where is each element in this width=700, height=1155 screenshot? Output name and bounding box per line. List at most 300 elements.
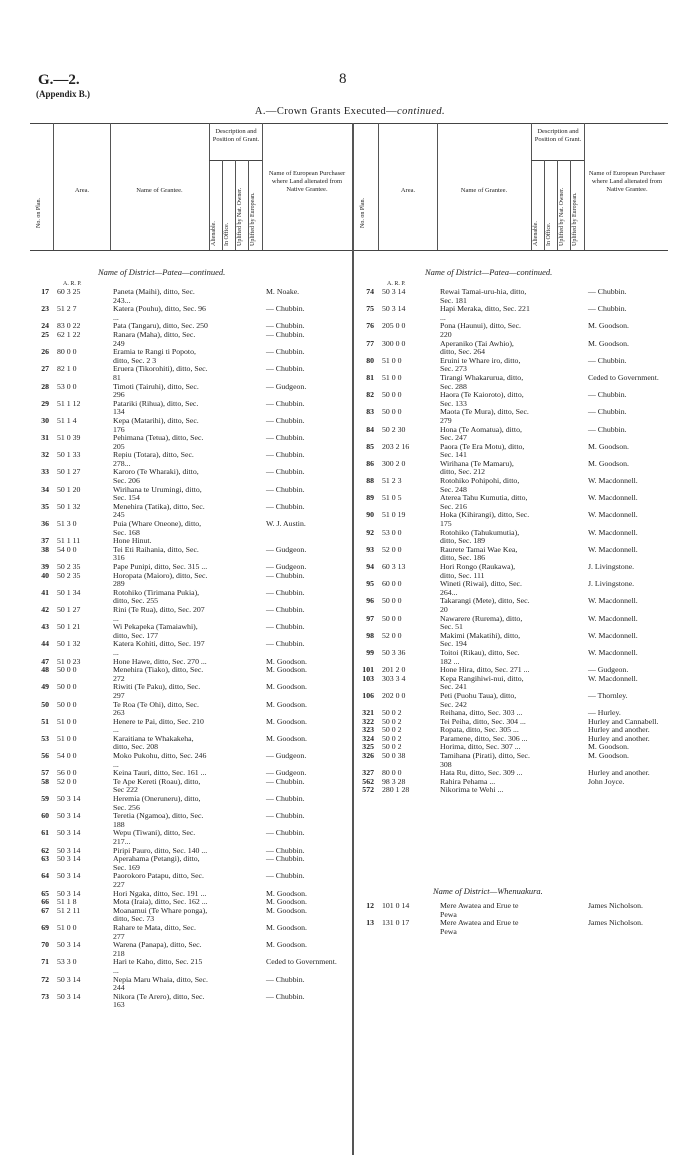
description-cell — [531, 460, 584, 477]
description-cell — [209, 993, 262, 1010]
purchaser-cell: — Gudgeon. — [588, 666, 629, 675]
area-cell: 203 2 16 — [382, 442, 410, 451]
series-label: G.—2. — [38, 72, 80, 88]
plan-number-cell: 74 — [366, 288, 374, 296]
purchaser-cell: W. J. Austin. — [266, 520, 306, 529]
purchaser-cell: M. Goodson. — [266, 923, 307, 932]
grantee-cell: Rahare te Mata, ditto, Sec. 277 — [113, 923, 196, 941]
table-row — [30, 468, 352, 485]
description-cell — [209, 322, 262, 331]
plan-number-cell: 50 — [41, 700, 49, 709]
plan-number-cell: 31 — [41, 434, 49, 443]
purchaser-cell: W. Macdonnell. — [588, 494, 638, 503]
appendix-label: (Appendix B.) — [36, 89, 91, 99]
left-grants-table — [30, 288, 352, 1010]
area-cell: 50 3 14 — [57, 855, 81, 864]
grantee-cell: Paorokoro Patapu, ditto, Sec. 227 — [113, 872, 204, 889]
table-row — [30, 941, 352, 958]
grantee-cell: Wineti (Riwai), ditto, Sec. 264... — [440, 580, 522, 597]
description-cell — [531, 391, 584, 408]
area-cell: 50 1 34 — [57, 588, 81, 597]
right-arp-label: A. R. P. — [387, 281, 406, 287]
col-alienable-header: Alienable. — [211, 221, 217, 246]
area-cell: 51 0 19 — [382, 511, 406, 520]
purchaser-cell: — Chubbin. — [266, 992, 305, 1001]
plan-number-cell: 97 — [366, 614, 374, 623]
grantee-cell: Wepu (Tiwani), ditto, Sec. 217... — [113, 829, 196, 846]
purchaser-cell: Hurley and another. — [588, 734, 650, 743]
plan-number-cell: 58 — [41, 777, 49, 786]
description-cell — [531, 709, 584, 718]
plan-number-cell: 39 — [41, 563, 49, 571]
area-cell: 51 3 0 — [57, 520, 77, 529]
description-cell — [531, 374, 584, 391]
grantee-cell: Reihana, ditto, Sec. 303 ... — [440, 709, 523, 718]
area-cell: 50 0 0 — [382, 597, 402, 606]
purchaser-cell: Hurley and another. — [588, 769, 650, 778]
purchaser-cell: James Nicholson. — [588, 919, 644, 928]
area-cell: 51 1 12 — [57, 399, 81, 408]
description-cell — [209, 666, 262, 683]
grantee-cell: Rahira Pehama ... — [440, 777, 496, 786]
description-cell — [531, 615, 584, 632]
table-row — [354, 709, 668, 718]
description-cell — [531, 778, 584, 787]
plan-number-cell: 572 — [362, 786, 374, 795]
table-row — [30, 365, 352, 382]
left-table-body — [30, 288, 352, 1010]
grantee-cell: Puia (Whare Oneone), ditto, Sec. 168 — [113, 520, 202, 537]
area-cell: 300 0 0 — [382, 339, 406, 348]
description-cell — [209, 305, 262, 322]
table-row — [30, 958, 352, 975]
plan-number-cell: 72 — [41, 975, 49, 984]
table-row — [354, 426, 668, 443]
table-row — [30, 589, 352, 606]
col-area-header: Area. — [74, 187, 90, 194]
plan-number-cell: 23 — [41, 305, 49, 314]
plan-number-cell: 26 — [41, 348, 49, 357]
grantee-cell: Nikora (Te Arero), ditto, Sec. 163 — [113, 992, 205, 1010]
description-cell — [531, 632, 584, 649]
rule — [248, 160, 249, 250]
plan-number-cell: 93 — [366, 545, 374, 554]
table-row — [30, 606, 352, 623]
description-cell — [531, 340, 584, 357]
purchaser-cell: M. Goodson. — [266, 906, 307, 915]
description-cell — [209, 348, 262, 365]
col-purchaser-header: Name of European Purchaser where Land alienated from Native Grantee. — [268, 170, 346, 193]
area-cell: 131 0 17 — [382, 919, 410, 928]
table-row — [354, 675, 668, 692]
area-cell: 50 0 2 — [382, 717, 402, 726]
grantee-cell: Raurete Tamai Wae Kea, ditto, Sec. 186 — [440, 545, 518, 563]
col-uplifted-native-header: Uplifted by Nat. Owner. — [237, 187, 243, 246]
plan-number-cell: 62 — [41, 846, 49, 855]
area-cell: 50 3 14 — [57, 812, 81, 821]
plan-number-cell: 41 — [41, 588, 49, 597]
plan-number-cell: 59 — [41, 795, 49, 804]
area-cell: 53 0 0 — [57, 382, 77, 391]
plan-number-cell: 44 — [41, 640, 49, 649]
table-row — [354, 580, 668, 597]
area-cell: 50 1 21 — [57, 623, 81, 632]
purchaser-cell: M. Goodson. — [588, 743, 629, 752]
col-alienable-header: Alienable. — [533, 221, 539, 246]
purchaser-cell: Hurley and another. — [588, 726, 650, 735]
grantee-cell: Warena (Panapa), ditto, Sec. 218 — [113, 941, 202, 958]
purchaser-cell — [584, 786, 668, 795]
table-row — [354, 632, 668, 649]
purchaser-cell: — Chubbin. — [266, 305, 305, 314]
grantee-cell: Riwiti (Te Paku), ditto, Sec. 297 — [113, 683, 201, 700]
grantee-cell: Piripi Pauro, ditto, Sec. 140 ... — [113, 846, 208, 855]
purchaser-cell: W. Macdonnell. — [588, 477, 638, 486]
col-in-office-header: In Office. — [224, 222, 230, 246]
description-cell — [531, 511, 584, 528]
plan-number-cell: 76 — [366, 322, 374, 331]
table-row — [354, 902, 668, 919]
purchaser-cell: — Chubbin. — [588, 408, 627, 417]
purchaser-cell: — Thornley. — [588, 691, 628, 700]
description-cell — [209, 288, 262, 305]
area-cell: 50 3 14 — [382, 305, 406, 314]
plan-number-cell: 81 — [366, 373, 374, 382]
area-cell: 51 1 4 — [57, 416, 77, 425]
grantee-cell: Horopata (Maioro), ditto, Sec. 289 — [113, 571, 208, 589]
table-row — [30, 735, 352, 752]
table-row — [30, 434, 352, 451]
purchaser-cell: J. Livingstone. — [588, 563, 635, 571]
table-row — [354, 288, 668, 305]
table-row — [354, 743, 668, 752]
grantee-cell: Tei Peiha, ditto, Sec. 304 ... — [440, 717, 526, 726]
grantee-cell: Paramene, ditto, Sec. 306 ... — [440, 734, 528, 743]
grantee-cell: Keina Tauri, ditto, Sec. 161 ... — [113, 769, 207, 778]
col-uplifted-european-header: Uplifted by European. — [572, 192, 578, 246]
table-row — [354, 692, 668, 709]
purchaser-cell: — Hurley. — [588, 709, 621, 718]
area-cell: 50 3 14 — [57, 846, 81, 855]
plan-number-cell: 80 — [366, 356, 374, 365]
description-cell — [209, 658, 262, 667]
grantee-cell: Hone Hawe, ditto, Sec. 270 ... — [113, 657, 207, 666]
description-cell — [531, 408, 584, 425]
plan-number-cell: 32 — [41, 451, 49, 460]
area-cell: 201 2 0 — [382, 666, 406, 675]
purchaser-cell: — Chubbin. — [266, 399, 305, 408]
description-cell — [209, 718, 262, 735]
description-cell — [531, 305, 584, 322]
plan-number-cell: 77 — [366, 339, 374, 348]
grantee-cell: Peti (Puohu Taua), ditto, Sec. 242 — [440, 691, 517, 709]
grantee-cell: Ropata, ditto, Sec. 305 ... — [440, 726, 519, 735]
description-cell — [209, 976, 262, 993]
grantee-cell: Moanamui (Te Whare ponga), ditto, Sec. 73 — [113, 906, 208, 924]
grantee-cell: Moko Pukohu, ditto, Sec. 246 ... — [113, 752, 207, 769]
rule — [222, 160, 223, 250]
plan-number-cell: 70 — [41, 941, 49, 950]
description-cell — [531, 786, 584, 795]
plan-number-cell: 75 — [366, 305, 374, 314]
plan-number-cell: 17 — [41, 288, 49, 296]
grantee-cell: Hori Rongo (Raukawa), ditto, Sec. 111 — [440, 563, 516, 580]
purchaser-cell: — Gudgeon. — [266, 563, 307, 571]
table-row — [30, 872, 352, 889]
description-cell — [531, 726, 584, 735]
grantee-cell: Teretia (Ngamoa), ditto, Sec. 188 — [113, 812, 204, 829]
table-row — [30, 503, 352, 520]
table-row — [354, 649, 668, 666]
grantee-cell: Eramia te Rangi ti Popoto, ditto, Sec. 2 3 — [113, 348, 196, 365]
area-cell: 50 2 35 — [57, 571, 81, 580]
table-row — [30, 718, 352, 735]
area-cell: 56 0 0 — [57, 769, 77, 778]
area-cell: 51 0 0 — [57, 923, 77, 932]
description-cell — [531, 288, 584, 305]
col-grantee-header: Name of Grantee. — [460, 187, 508, 194]
grantee-cell: Hona (Te Aomatua), ditto, Sec. 247 — [440, 425, 522, 443]
area-cell: 54 0 0 — [57, 752, 77, 761]
description-cell — [209, 941, 262, 958]
grantee-cell: Nawarere (Rurema), ditto, Sec. 51 — [440, 614, 523, 632]
purchaser-cell: W. Macdonnell. — [588, 674, 638, 683]
grantee-cell: Wirihana te Urumingi, ditto, Sec. 154 — [113, 485, 202, 503]
table-row — [30, 348, 352, 365]
plan-number-cell: 51 — [41, 717, 49, 726]
plan-number-cell: 94 — [366, 563, 374, 571]
plan-number-cell: 103 — [362, 674, 374, 683]
table-row — [354, 718, 668, 727]
grantee-cell: Rotohiko Pohipohi, ditto, Sec. 248 — [440, 477, 520, 494]
plan-number-cell: 66 — [41, 898, 49, 907]
grantee-cell: Pehimana (Tetua), ditto, Sec. 205 — [113, 434, 204, 451]
description-cell — [531, 580, 584, 597]
plan-number-cell: 47 — [41, 657, 49, 666]
grantee-cell: Rini (Te Rua), ditto, Sec. 207 ... — [113, 605, 205, 623]
area-cell: 50 3 14 — [57, 829, 81, 838]
area-cell: 50 0 0 — [57, 700, 77, 709]
table-row — [30, 572, 352, 589]
grantee-cell: Mota (Iraia), ditto, Sec. 162 ... — [113, 898, 208, 907]
table-row — [30, 400, 352, 417]
purchaser-cell: — Chubbin. — [266, 829, 305, 838]
area-cell: 280 1 28 — [382, 786, 410, 795]
table-row — [30, 993, 352, 1010]
description-cell — [209, 537, 262, 546]
purchaser-cell: M. Goodson. — [588, 339, 629, 348]
col-uplifted-native-header: Uplifted by Nat. Owner. — [559, 187, 565, 246]
purchaser-cell: — Chubbin. — [266, 846, 305, 855]
grantee-cell: Aterea Tahu Kumutia, ditto, Sec. 216 — [440, 494, 528, 511]
area-cell: 50 3 14 — [382, 288, 406, 296]
area-cell: 51 2 3 — [382, 477, 402, 486]
table-header-rule — [30, 250, 668, 251]
area-cell: 50 1 33 — [57, 451, 81, 460]
table-row — [354, 322, 668, 339]
description-cell — [531, 322, 584, 339]
description-cell — [531, 675, 584, 692]
purchaser-cell: — Chubbin. — [588, 425, 627, 434]
table-row — [30, 623, 352, 640]
grantee-cell: Henere te Pai, ditto, Sec. 210 ... — [113, 717, 204, 735]
table-row — [354, 735, 668, 744]
purchaser-cell: — Chubbin. — [266, 795, 305, 804]
plan-number-cell: 40 — [41, 571, 49, 580]
grantee-cell: Hapi Meraka, ditto, Sec. 221 ... — [440, 305, 530, 322]
grantee-cell: Menehira (Tatika), ditto, Sec. 245 — [113, 502, 205, 520]
description-cell — [531, 426, 584, 443]
purchaser-cell: W. Macdonnell. — [588, 614, 638, 623]
plan-number-cell: 56 — [41, 752, 49, 761]
grantee-cell: Tamihana (Pirati), ditto, Sec. 308 — [440, 752, 530, 769]
description-cell — [209, 606, 262, 623]
description-cell — [531, 494, 584, 511]
area-cell: 50 0 2 — [382, 709, 402, 718]
table-row — [354, 305, 668, 322]
area-cell: 51 2 7 — [57, 305, 77, 314]
purchaser-cell: W. Macdonnell. — [588, 648, 638, 657]
description-cell — [209, 924, 262, 941]
area-cell: 50 0 0 — [57, 666, 77, 675]
table-row — [354, 563, 668, 580]
table-row — [30, 417, 352, 434]
description-cell — [531, 902, 584, 919]
grantee-cell: Maota (Te Mura), ditto, Sec. 279 — [440, 408, 529, 425]
description-cell — [209, 769, 262, 778]
plan-number-cell: 24 — [41, 322, 49, 331]
area-cell: 50 1 27 — [57, 468, 81, 477]
table-row — [354, 477, 668, 494]
grantee-cell: Karoro (Te Wharaki), ditto, Sec. 206 — [113, 468, 199, 486]
table-row — [30, 383, 352, 400]
plan-number-cell: 84 — [366, 425, 374, 434]
grantee-cell: Mere Awatea and Erue te Pewa — [440, 902, 519, 919]
plan-number-cell: 35 — [41, 502, 49, 511]
plan-number-cell: 30 — [41, 416, 49, 425]
plan-number-cell: 71 — [41, 958, 49, 967]
description-cell — [209, 572, 262, 589]
grantee-cell: Wirihana (Te Mamaru), ditto, Sec. 212 — [440, 459, 514, 477]
grantee-cell: Ranara (Maha), ditto, Sec. 249 — [113, 330, 196, 348]
plan-number-cell: 325 — [362, 743, 374, 752]
description-cell — [209, 589, 262, 606]
grantee-cell: Tirangi Whakarurua, ditto, Sec. 288 — [440, 373, 524, 391]
plan-number-cell: 49 — [41, 683, 49, 692]
plan-number-cell: 28 — [41, 382, 49, 391]
plan-number-cell: 48 — [41, 666, 49, 675]
purchaser-cell: M. Goodson. — [588, 752, 629, 761]
table-row — [354, 374, 668, 391]
table-row — [30, 769, 352, 778]
description-cell — [209, 503, 262, 520]
area-cell: 50 0 2 — [382, 743, 402, 752]
left-district-heading: Name of District—Patea—continued. — [98, 267, 226, 277]
description-cell — [209, 907, 262, 924]
table-row — [30, 924, 352, 941]
area-cell: 52 0 0 — [382, 545, 402, 554]
left-arp-label: A. R. P. — [63, 281, 82, 287]
description-cell — [209, 520, 262, 537]
table-row — [354, 357, 668, 374]
table-row — [30, 890, 352, 899]
table-row — [30, 546, 352, 563]
table-row — [30, 855, 352, 872]
purchaser-cell: — Chubbin. — [266, 434, 305, 443]
grantee-cell: Paneta (Maihi), ditto, Sec. 243... — [113, 288, 195, 305]
area-cell: 54 0 0 — [57, 545, 77, 554]
purchaser-cell: — Chubbin. — [266, 855, 305, 864]
table-row — [354, 443, 668, 460]
right-table2-body — [354, 902, 668, 936]
table-row — [30, 898, 352, 907]
description-cell — [209, 417, 262, 434]
plan-number-cell: 562 — [362, 777, 374, 786]
area-cell: 50 1 27 — [57, 605, 81, 614]
plan-number-cell: 106 — [362, 691, 374, 700]
purchaser-cell: — Gudgeon. — [266, 382, 307, 391]
table-row — [30, 778, 352, 795]
purchaser-cell: M. Goodson. — [266, 683, 307, 692]
page-header — [0, 0, 700, 130]
grantee-cell: Hata Ru, ditto, Sec. 309 ... — [440, 769, 523, 778]
purchaser-cell: — Chubbin. — [266, 468, 305, 477]
purchaser-cell: M. Goodson. — [266, 734, 307, 743]
table-row — [354, 391, 668, 408]
plan-number-cell: 27 — [41, 365, 49, 374]
table-row — [354, 546, 668, 563]
purchaser-cell: — Chubbin. — [266, 365, 305, 374]
grantee-cell: Rotohiko (Tirimana Pukia), ditto, Sec. 255 — [113, 588, 200, 606]
purchaser-cell: J. Livingstone. — [588, 580, 635, 589]
purchaser-cell: W. Macdonnell. — [588, 597, 638, 606]
grantee-cell: Katera (Pouhu), ditto, Sec. 96 ... — [113, 305, 206, 322]
table-row — [30, 288, 352, 305]
plan-number-cell: 327 — [362, 769, 374, 778]
description-cell — [209, 958, 262, 975]
grantee-cell: Rewai Tamai-uru-hia, ditto, Sec. 181 — [440, 288, 527, 305]
purchaser-cell: — Chubbin. — [266, 975, 305, 984]
purchaser-cell: John Joyce. — [588, 777, 625, 786]
plan-number-cell: 43 — [41, 623, 49, 632]
table-row — [30, 666, 352, 683]
plan-number-cell: 13 — [366, 919, 374, 928]
page-title-continued: continued. — [397, 106, 446, 117]
table-row — [30, 683, 352, 700]
purchaser-cell: — Gudgeon. — [266, 545, 307, 554]
plan-number-cell: 57 — [41, 769, 49, 778]
plan-number-cell: 89 — [366, 494, 374, 503]
plan-number-cell: 323 — [362, 726, 374, 735]
description-cell — [209, 890, 262, 899]
description-cell — [209, 365, 262, 382]
right-district-heading: Name of District—Patea—continued. — [425, 267, 553, 277]
description-cell — [209, 683, 262, 700]
plan-number-cell: 61 — [41, 829, 49, 838]
description-cell — [531, 769, 584, 778]
description-cell — [209, 434, 262, 451]
purchaser-cell: — Chubbin. — [588, 356, 627, 365]
area-cell: 51 0 39 — [57, 434, 81, 443]
table-row — [354, 511, 668, 528]
area-cell: 60 0 0 — [382, 580, 402, 589]
page-number: 8 — [339, 71, 347, 87]
plan-number-cell: 42 — [41, 605, 49, 614]
grantee-cell: Heremia (Oneruneru), ditto, Sec. 256 — [113, 795, 201, 812]
page-title — [0, 106, 700, 117]
col-uplifted-european-header: Uplifted by European. — [250, 192, 256, 246]
purchaser-cell: James Nicholson. — [588, 902, 644, 910]
